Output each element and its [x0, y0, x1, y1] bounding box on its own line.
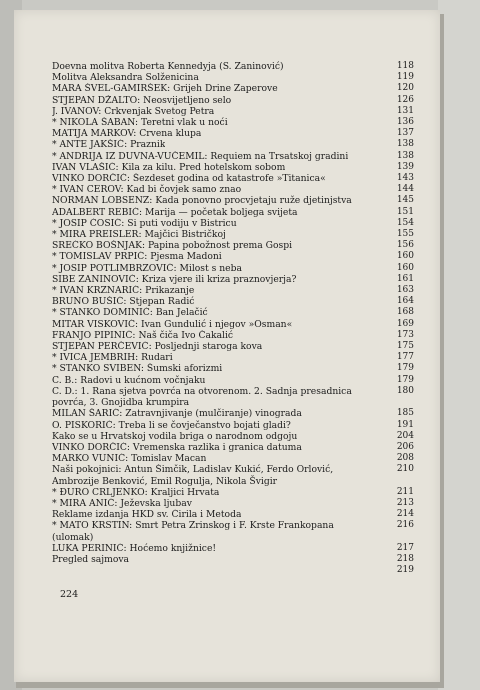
toc-entry — [52, 151, 414, 162]
toc-entry-page: 163 — [396, 285, 414, 296]
toc-entry-page: 138 — [396, 150, 414, 161]
toc-entry — [52, 498, 414, 509]
toc-entry — [52, 229, 414, 240]
toc-entry-page: 139 — [396, 161, 414, 172]
toc-entry — [52, 218, 414, 229]
toc-entry-page: 154 — [396, 217, 414, 228]
toc-entry — [52, 386, 414, 408]
toc-entry-title: Pregled sajmova — [52, 553, 130, 565]
toc-entry-title: * IVICA JEMBRIH: Rudari — [52, 352, 173, 364]
toc-entry — [52, 240, 414, 251]
toc-entry-title: STJEPAN PERČEVIĆ: Posljednji staroga kova — [52, 341, 263, 353]
toc-entry-page: 160 — [396, 251, 414, 262]
toc-entry-page: 213 — [396, 497, 414, 508]
toc-entry-title: Reklame izdanja HKD sv. Ćirila i Metoda — [52, 509, 242, 521]
toc-entry-title: J. IVANOV: Crkvenjak Svetog Petra — [52, 105, 215, 117]
toc-entry — [52, 554, 414, 565]
toc-entry-title: BRUNO BUŠIĆ: Stjepan Radić — [52, 296, 195, 308]
toc-entry-title: VINKO DORČIĆ: Vremenska razlika i granica datuma — [52, 441, 302, 453]
toc-entry-page: 126 — [396, 94, 414, 105]
toc-entry-title: C. D.: 1. Rana sjetva povrća na otvorenom. 2. Sadnja presadnica povrća, 3. Gnojidba krumpira — [52, 385, 352, 409]
toc-entry — [52, 128, 414, 139]
toc-entry — [52, 263, 414, 274]
toc-entry-page: 119 — [396, 72, 414, 83]
toc-entry — [52, 307, 414, 318]
toc-entry-title: NORMAN LOBSENZ: Kada ponovno procvjetaju ruže djetinjstva — [52, 195, 352, 207]
toc-entry — [52, 431, 414, 442]
toc-entry-title: STJEPAN DŽALTO: Neosvijetljeno selo — [52, 94, 232, 106]
toc-entry — [52, 375, 414, 386]
toc-entry-page: 161 — [396, 273, 414, 284]
toc-entry-page: 219 — [396, 565, 414, 576]
toc-entry — [52, 296, 414, 307]
toc-entry-page: 155 — [396, 229, 414, 240]
toc-entry-title: * MIRA ANIĆ: Ježevska ljubav — [52, 497, 192, 509]
toc-entry — [52, 274, 414, 285]
toc-entry-page: 160 — [396, 262, 414, 273]
toc-entry-page: 151 — [396, 206, 414, 217]
toc-entry-page: 145 — [396, 195, 414, 206]
toc-entry-page: 214 — [396, 509, 414, 520]
toc-entry — [52, 408, 414, 419]
toc-entry-title: * IVAN KRZNARIĆ: Prikazanje — [52, 285, 195, 297]
toc-entry — [52, 509, 414, 520]
toc-entry-page: 156 — [396, 240, 414, 251]
toc-entry-title: * ANDRIJA IZ DUVNA-VUČEMIL: Requiem na Trsatskoj gradini — [52, 150, 349, 162]
backdrop-right — [438, 0, 480, 690]
toc-entry-title: Molitva Aleksandra Solženicina — [52, 72, 199, 84]
toc-entry-page: 204 — [396, 430, 414, 441]
toc-entry-title: * STANKO SVIBEN: Šumski aforizmi — [52, 363, 223, 375]
toc-entry-title: SREĆKO BOŠNJAK: Papina pobožnost prema Gospi — [52, 240, 293, 252]
toc-entry — [52, 162, 414, 173]
toc-entry — [52, 520, 414, 542]
toc-entry — [52, 173, 414, 184]
toc-entry-page: 136 — [396, 117, 414, 128]
toc-entry-page: 216 — [396, 520, 414, 531]
toc-entry-page: 144 — [396, 184, 414, 195]
toc-entry-title: VINKO DORČIĆ: Šezdeset godina od katastrofe »Titanica« — [52, 173, 326, 185]
toc-entry-title: SIBE ZANINOVIĆ: Kriza vjere ili kriza praznovjerja? — [52, 273, 297, 285]
toc-entry — [52, 117, 414, 128]
toc-entry-page: 185 — [396, 408, 414, 419]
toc-entry — [52, 453, 414, 464]
toc-entry-title: Naši pokojnici: Antun Šimčik, Ladislav Kukić, Ferdo Orlović, Ambrozije Benković, Emil Rogulja, Nikola Švigir — [52, 464, 334, 487]
toc-entry-title: Kako se u Hrvatskoj vodila briga o narodnom odgoju — [52, 430, 298, 442]
toc-entry — [52, 195, 414, 206]
toc-entry — [52, 420, 414, 431]
toc-entry — [52, 139, 414, 150]
toc-entry — [52, 106, 414, 117]
toc-entry-title: C. B.: Radovi u kućnom vočnjaku — [52, 374, 206, 386]
toc-entry-page: 118 — [396, 61, 414, 71]
toc-entry-title: ADALBERT REBIĆ: Marija — početak boljega svijeta — [52, 206, 298, 218]
toc-entry — [52, 442, 414, 453]
toc-entry — [52, 543, 414, 554]
toc-entry-title: IVAN VLAŠIĆ: Kila za kilu. Pred hotelskom sobom — [52, 161, 286, 173]
toc-entry-page: 211 — [396, 486, 414, 497]
toc-entry-title: * STANKO DOMINIĆ: Ban Jelačić — [52, 307, 208, 319]
toc-entry-page: 218 — [396, 553, 414, 564]
toc-entry-page: 179 — [396, 363, 414, 374]
toc-entry-page: 164 — [396, 296, 414, 307]
toc-entry-page: 191 — [396, 419, 414, 430]
toc-entry-title: * MATO KRSTIN: Smrt Petra Zrinskog i F. Krste Frankopana (ulomak) — [52, 520, 334, 543]
toc-entry — [52, 184, 414, 195]
toc-entry-title: * ĐURO CRLJENKO: Kraljici Hrvata — [52, 486, 220, 498]
toc-entry — [52, 464, 414, 486]
toc-entry — [52, 72, 414, 83]
toc-entry-page: 138 — [396, 139, 414, 150]
toc-entry-title: O. PISKORIĆ: Treba li se čovječanstvo bojati gladi? — [52, 419, 291, 431]
toc-entry-title: * NIKOLA ŠABAN: Teretni vlak u noći — [52, 117, 228, 129]
toc-entry-title: MARKO VUNIĆ: Tomislav Macan — [52, 453, 207, 465]
toc-entry — [52, 330, 414, 341]
toc-entry-page: 210 — [396, 464, 414, 475]
page-number: 224 — [60, 589, 79, 600]
toc-entry-title: * TOMISLAV PRPIĆ: Pjesma Madoni — [52, 251, 222, 263]
toc-entry-page: 206 — [396, 441, 414, 452]
toc-entry — [52, 352, 414, 363]
toc-entry-page: 208 — [396, 453, 414, 464]
toc-entry — [52, 487, 414, 498]
toc-entry-title: * ANTE JAKŠIĆ: Praznik — [52, 139, 166, 151]
toc-entry-title: MATIJA MARKOV: Crvena klupa — [52, 128, 202, 140]
toc-entry-title: * JOSIP POTLIMBRZOVIĆ: Milost s neba — [52, 262, 242, 274]
toc-entry — [52, 341, 414, 352]
toc-entry-page: 179 — [396, 374, 414, 385]
toc-entry-page: 168 — [396, 307, 414, 318]
toc-entry-title: MITAR VISKOVIĆ: Ivan Gundulić i njegov »Osman« — [52, 318, 293, 330]
toc-entry-title: LUKA PERINIĆ: Hoćemo knjižnice! — [52, 542, 217, 554]
toc-entry-page: 175 — [396, 341, 414, 352]
toc-entry — [52, 83, 414, 94]
toc-entry-page: 143 — [396, 173, 414, 184]
toc-entry-page: 137 — [396, 128, 414, 139]
toc-entry-page: 131 — [396, 105, 414, 116]
toc-entry — [52, 363, 414, 374]
toc-entry-page: 120 — [396, 83, 414, 94]
toc-entry-title: * IVAN CEROV: Kad bi čovjek samo znao — [52, 184, 242, 196]
toc-entry-title: * JOSIP ĆOSIĆ: Si puti vodiju v Bistricu — [52, 217, 237, 229]
toc-entry-title: * MIRA PREISLER: Majčici Bistričkoj — [52, 229, 226, 241]
toc-entry-page: 177 — [396, 352, 414, 363]
toc-entry-page: 180 — [396, 385, 414, 396]
toc-entry-title: Doevna molitva Roberta Kennedyja (S. Zaninović) — [52, 61, 284, 72]
toc-entry — [52, 95, 414, 106]
toc-entry-title: FRANJO PIPINIĆ: Naš čiča Ivo Čakalić — [52, 329, 234, 341]
toc-entry — [52, 251, 414, 262]
toc-entry-page: 169 — [396, 318, 414, 329]
toc-entry — [52, 565, 414, 576]
toc-entry — [52, 61, 414, 72]
toc-entry-page: 173 — [396, 329, 414, 340]
toc-entry-page: 217 — [396, 542, 414, 553]
toc-entry-title: MILAN ŠARIĆ: Zatravnjivanje (mulčiranje) vinograda — [52, 408, 302, 420]
toc-entry — [52, 285, 414, 296]
toc-entry-title: MARA ŠVEL-GAMIRŠEK: Grijeh Drine Zaperove — [52, 83, 278, 95]
toc-entry — [52, 207, 414, 218]
table-of-contents — [52, 61, 414, 576]
toc-entry — [52, 319, 414, 330]
